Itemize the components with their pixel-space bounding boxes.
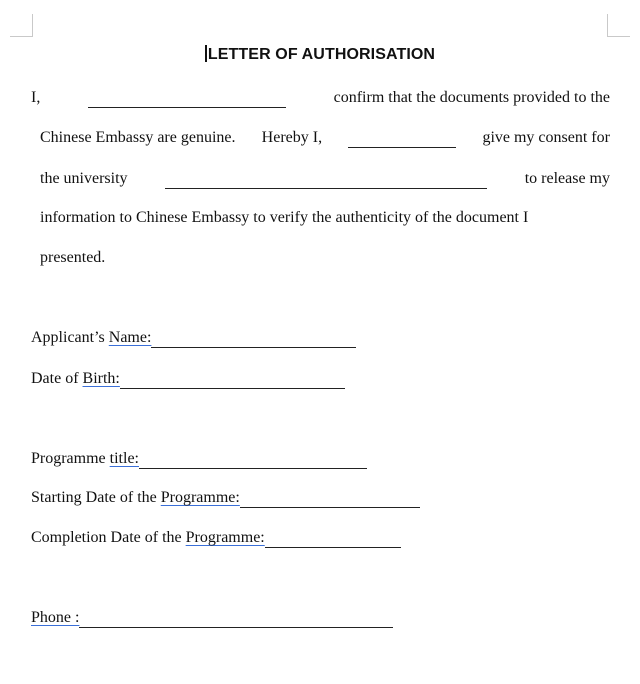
text-confirm: confirm that the documents provided to the xyxy=(333,89,610,106)
text-i: I, xyxy=(31,89,41,106)
completion-date-blank[interactable] xyxy=(265,532,401,548)
applicant-label-prefix: Applicant’s xyxy=(31,329,105,346)
blank-university-name[interactable] xyxy=(165,173,487,189)
text-to-release: to release my xyxy=(524,170,610,187)
programme-label-prefix: Programme xyxy=(31,450,106,467)
phone-label: Phone : xyxy=(31,609,80,626)
paragraph-line-4 xyxy=(40,208,610,228)
starting-date-blank[interactable] xyxy=(240,492,420,508)
dob-label-prefix: Date of xyxy=(31,370,79,387)
paragraph-line-1 xyxy=(31,88,610,108)
date-of-birth-blank[interactable] xyxy=(120,373,345,389)
programme-title-field xyxy=(31,449,367,469)
phone-field xyxy=(31,608,393,628)
completion-label-prefix: Completion Date of the xyxy=(31,529,182,546)
text-cursor xyxy=(205,45,207,62)
applicant-name-blank[interactable] xyxy=(151,332,356,348)
document-title xyxy=(0,45,640,64)
paragraph-line-3 xyxy=(40,169,610,189)
text-information: information to Chinese Embassy to verify the authenticity of the document I xyxy=(40,209,529,226)
document-title-text: LETTER OF AUTHORISATION xyxy=(207,46,436,63)
paragraph-line-5 xyxy=(40,248,610,268)
completion-date-field xyxy=(31,528,401,548)
text-the-university: the university xyxy=(40,170,128,187)
text-give-consent: give my consent for xyxy=(482,129,610,146)
starting-programme-label: Programme: xyxy=(160,489,240,506)
text-hereby: Hereby I, xyxy=(261,129,323,146)
starting-date-field xyxy=(31,488,420,508)
blank-consent-name[interactable] xyxy=(348,132,456,148)
paragraph-line-2 xyxy=(40,128,610,148)
applicant-name-field xyxy=(31,328,356,348)
title-label: title: xyxy=(109,450,139,467)
page-corner-mark-top-right xyxy=(607,14,630,37)
date-of-birth-field xyxy=(31,369,345,389)
phone-blank[interactable] xyxy=(79,612,393,628)
text-presented: presented. xyxy=(40,249,106,266)
starting-label-prefix: Starting Date of the xyxy=(31,489,157,506)
text-embassy-genuine: Chinese Embassy are genuine. xyxy=(40,129,236,146)
page-corner-mark-top-left xyxy=(10,14,33,37)
name-label: Name: xyxy=(108,329,152,346)
completion-programme-label: Programme: xyxy=(185,529,265,546)
blank-applicant-name[interactable] xyxy=(88,92,286,108)
programme-title-blank[interactable] xyxy=(139,453,367,469)
birth-label: Birth: xyxy=(82,370,120,387)
